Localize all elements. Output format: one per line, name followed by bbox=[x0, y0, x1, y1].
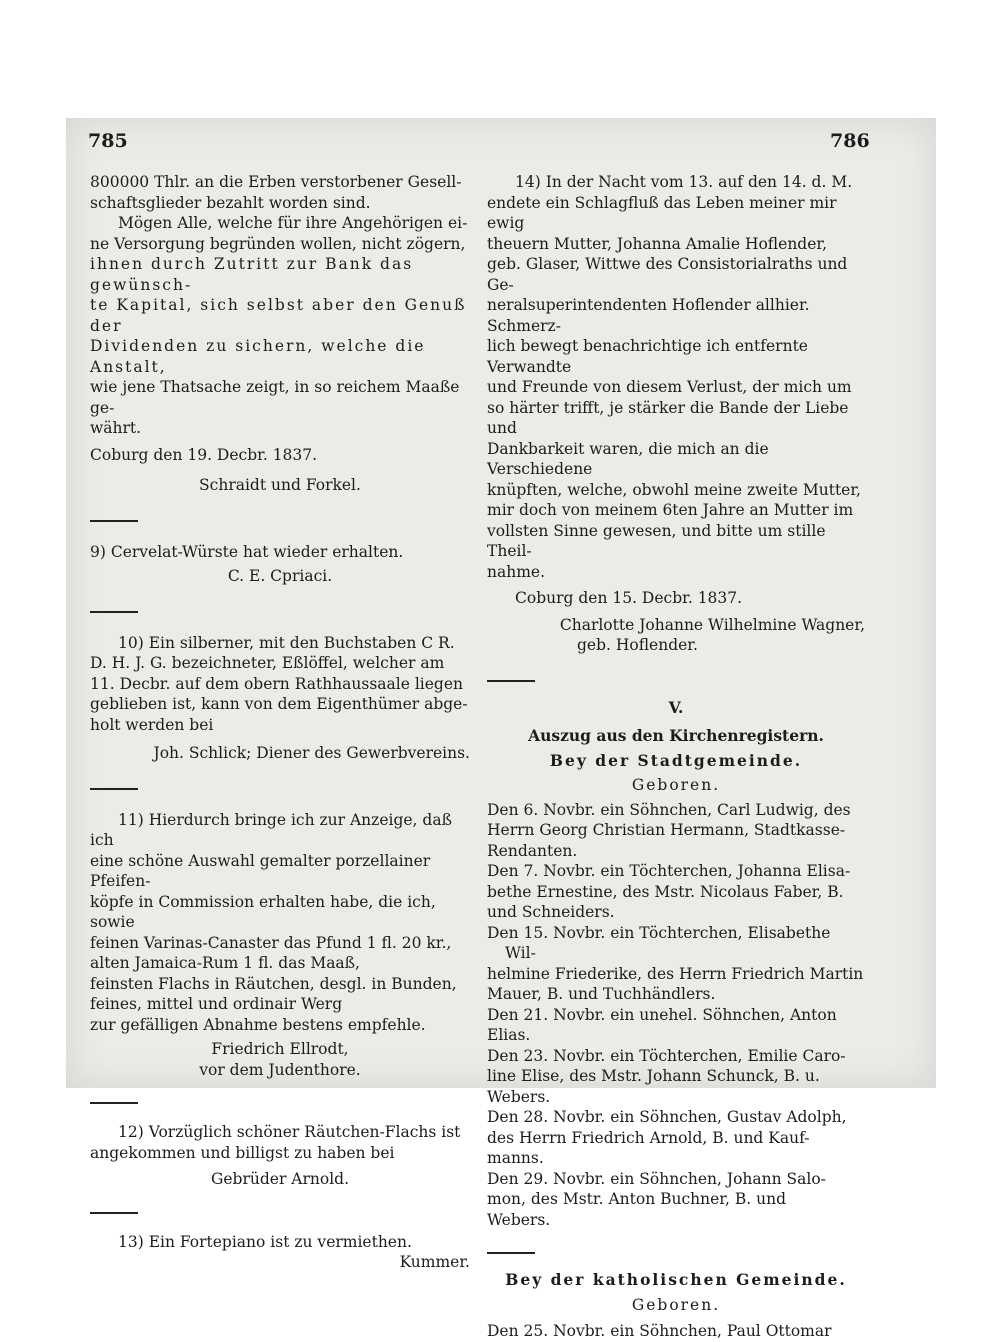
text-line: mon, des Mstr. Anton Buchner, B. und bbox=[487, 1190, 786, 1208]
text-line: geb. Glaser, Wittwe des Consistorialraths und Ge- bbox=[487, 255, 848, 294]
text-line: Den 7. Novbr. ein Töchterchen, Johanna Elisa- bbox=[487, 862, 851, 880]
birth-entry bbox=[487, 800, 865, 862]
text-line: line Elise, des Mstr. Johann Schunck, B. u. bbox=[487, 1067, 820, 1085]
notice-signature: C. E. Cpriaci. bbox=[227, 567, 333, 585]
birth-entry bbox=[487, 1046, 865, 1108]
text-line: so härter trifft, je stärker die Bande der Liebe und bbox=[487, 398, 849, 437]
text-line: Webers. bbox=[487, 1087, 551, 1106]
notice-signature: Schraidt und Forkel. bbox=[199, 476, 361, 494]
birth-entry bbox=[487, 861, 865, 923]
text-line: Herrn Georg Christian Hermann, Stadtkasse- bbox=[487, 821, 846, 839]
notice-date: Coburg den 15. Decbr. 1837. bbox=[515, 589, 743, 607]
notice-signature: Kummer. bbox=[399, 1253, 470, 1271]
text-line: Den 23. Novbr. ein Töchterchen, Emilie Caro- bbox=[487, 1046, 846, 1065]
text-line: Den 15. Novbr. ein Töchterchen, Elisabethe Wil- bbox=[487, 923, 831, 962]
text-line: Den 29. Novbr. ein Söhnchen, Johann Salo- bbox=[487, 1169, 826, 1188]
text-line: Rendanten. bbox=[487, 841, 578, 860]
separator-rule bbox=[90, 520, 138, 522]
text-line: 14) In der Nacht vom 13. auf den 14. d. M. bbox=[515, 173, 853, 191]
text-line: ne Versorgung begründen wollen, nicht zögern, bbox=[90, 234, 466, 253]
separator-rule bbox=[487, 680, 535, 682]
text-line: des Herrn Friedrich Arnold, B. und Kauf- bbox=[487, 1128, 810, 1147]
text-line: Mögen Alle, welche für ihre Angehörigen ei- bbox=[118, 214, 468, 232]
text-line: Elias. bbox=[487, 1026, 531, 1044]
text-line: währt. bbox=[90, 419, 142, 437]
text-line: 12) Vorzüglich schöner Räutchen-Flachs ist bbox=[118, 1123, 461, 1141]
separator-rule bbox=[90, 1212, 138, 1214]
notice-signature: Friedrich Ellrodt, bbox=[211, 1040, 349, 1058]
notice-14 bbox=[487, 172, 865, 656]
separator-rule bbox=[90, 611, 138, 613]
text-line: neralsuperintendenten Hoflender allhier. Schmerz- bbox=[487, 296, 810, 335]
birth-entry bbox=[487, 1107, 865, 1169]
page-number-left: 785 bbox=[88, 130, 128, 152]
text-line: geblieben ist, kann von dem Eigenthümer abge- bbox=[90, 695, 468, 713]
text-line: helmine Friederike, des Herrn Friedrich Martin bbox=[487, 964, 864, 983]
text-line: manns. bbox=[487, 1149, 544, 1167]
text-line: und Freunde von diesem Verlust, der mich um bbox=[487, 378, 852, 396]
section-numeral: V. bbox=[668, 697, 684, 717]
separator-rule bbox=[487, 1252, 535, 1254]
notice-11 bbox=[90, 810, 470, 1081]
text-line: lich bewegt benachrichtige ich entfernte Verwandte bbox=[487, 337, 808, 376]
notice-signature-line2: geb. Hoflender. bbox=[577, 636, 698, 654]
notice-signature-line2: vor dem Judenthore. bbox=[199, 1060, 361, 1079]
page-number-right: 786 bbox=[830, 130, 870, 152]
text-line: Den 6. Novbr. ein Söhnchen, Carl Ludwig, des bbox=[487, 800, 851, 819]
notice-signature: Gebrüder Arnold. bbox=[210, 1170, 350, 1188]
text-line: te Kapital, sich selbst aber den Genuß der bbox=[90, 296, 467, 335]
subsection-heading: Geboren. bbox=[631, 1295, 721, 1314]
birth-entry bbox=[487, 1005, 865, 1046]
text-line: alten Jamaica-Rum 1 fl. das Maaß, bbox=[90, 954, 360, 972]
text-line: knüpften, welche, obwohl meine zweite Mutter, bbox=[487, 480, 861, 499]
left-column bbox=[90, 172, 470, 1273]
text-line: zur gefälligen Abnahme bestens empfehle. bbox=[90, 1015, 426, 1034]
text-line: 13) Ein Fortepiano ist zu vermiethen. bbox=[118, 1232, 412, 1251]
notice-signature: Charlotte Johanne Wilhelmine Wagner, bbox=[559, 615, 865, 634]
notice-9 bbox=[90, 542, 470, 587]
text-line: Webers. bbox=[487, 1210, 551, 1229]
subsection-title: Bey der katholischen Gemeinde. bbox=[505, 1270, 847, 1289]
separator-rule bbox=[90, 788, 138, 790]
notice-signature: Joh. Schlick; Diener des Gewerbvereins. bbox=[153, 744, 470, 762]
text-line: Dankbarkeit waren, die mich an die Verschiedene bbox=[487, 439, 769, 478]
text-line: eine schöne Auswahl gemalter porzellainer Pfeifen- bbox=[90, 851, 431, 890]
separator-rule bbox=[90, 1102, 138, 1104]
text-line: köpfe in Commission erhalten habe, die ich, sowie bbox=[90, 892, 436, 931]
text-line: bethe Ernestine, des Mstr. Nicolaus Faber, B. bbox=[487, 882, 844, 901]
subsection-title: Bey der Stadtgemeinde. bbox=[549, 750, 803, 770]
birth-entry bbox=[487, 923, 865, 1005]
notice-12 bbox=[90, 1122, 470, 1190]
text-line: ihnen durch Zutritt zur Bank das gewünsch- bbox=[90, 255, 414, 294]
church-registers-section bbox=[487, 698, 865, 1342]
text-line: feines, mittel und ordinair Werg bbox=[90, 995, 343, 1013]
text-line: schaftsglieder bezahlt worden sind. bbox=[90, 193, 371, 212]
births-list bbox=[487, 800, 865, 1231]
text-line: 11) Hierdurch bringe ich zur Anzeige, daß ich bbox=[90, 810, 452, 849]
text-line: Den 28. Novbr. ein Söhnchen, Gustav Adolph, bbox=[487, 1108, 847, 1126]
text-line: feinsten Flachs in Räutchen, desgl. in Bunden, bbox=[90, 974, 457, 993]
text-line: D. H. J. G. bezeichneter, Eßlöffel, welcher am bbox=[90, 654, 445, 672]
text-line: vollsten Sinne gewesen, und bitte um stille Theil- bbox=[487, 521, 826, 560]
text-line: Mauer, B. und Tuchhändlers. bbox=[487, 985, 716, 1003]
text-line: 800000 Thlr. an die Erben verstorbener Gesell- bbox=[90, 173, 462, 191]
section-title: Auszug aus den Kirchenregistern. bbox=[528, 726, 824, 745]
right-column bbox=[487, 172, 865, 1342]
text-line: nahme. bbox=[487, 562, 546, 581]
text-line: 11. Decbr. auf dem obern Rathhaussaale liegen bbox=[90, 674, 463, 693]
text-line: und Schneiders. bbox=[487, 903, 615, 921]
text-line: holt werden bei bbox=[90, 715, 214, 734]
text-line: theuern Mutter, Johanna Amalie Hoflender, bbox=[487, 234, 828, 253]
text-line: 10) Ein silberner, mit den Buchstaben C R. bbox=[118, 633, 455, 652]
birth-entry bbox=[487, 1169, 865, 1231]
subsection-heading: Geboren. bbox=[631, 776, 721, 794]
notice-8 bbox=[90, 172, 470, 496]
notice-13 bbox=[90, 1232, 470, 1273]
notice-10 bbox=[90, 633, 470, 764]
notice-date: Coburg den 19. Decbr. 1837. bbox=[90, 445, 318, 464]
birth-entry: Den 25. Novbr. ein Söhnchen, Paul Ottomar bbox=[487, 1322, 832, 1340]
text-line: Dividenden zu sichern, welche die Anstalt, bbox=[90, 337, 426, 376]
text-line: feinen Varinas-Canaster das Pfund 1 fl. 20 kr., bbox=[90, 933, 452, 952]
text-line: angekommen und billigst zu haben bei bbox=[90, 1143, 395, 1162]
text-line: wie jene Thatsache zeigt, in so reichem Maaße ge- bbox=[90, 378, 460, 417]
text-line: mir doch von meinem 6ten Jahre an Mutter im bbox=[487, 501, 854, 519]
text-line: endete ein Schlagfluß das Leben meiner mir ewig bbox=[487, 193, 837, 232]
text-line: Den 21. Novbr. ein unehel. Söhnchen, Anton bbox=[487, 1005, 837, 1024]
text-line: 9) Cervelat-Würste hat wieder erhalten. bbox=[90, 542, 404, 561]
